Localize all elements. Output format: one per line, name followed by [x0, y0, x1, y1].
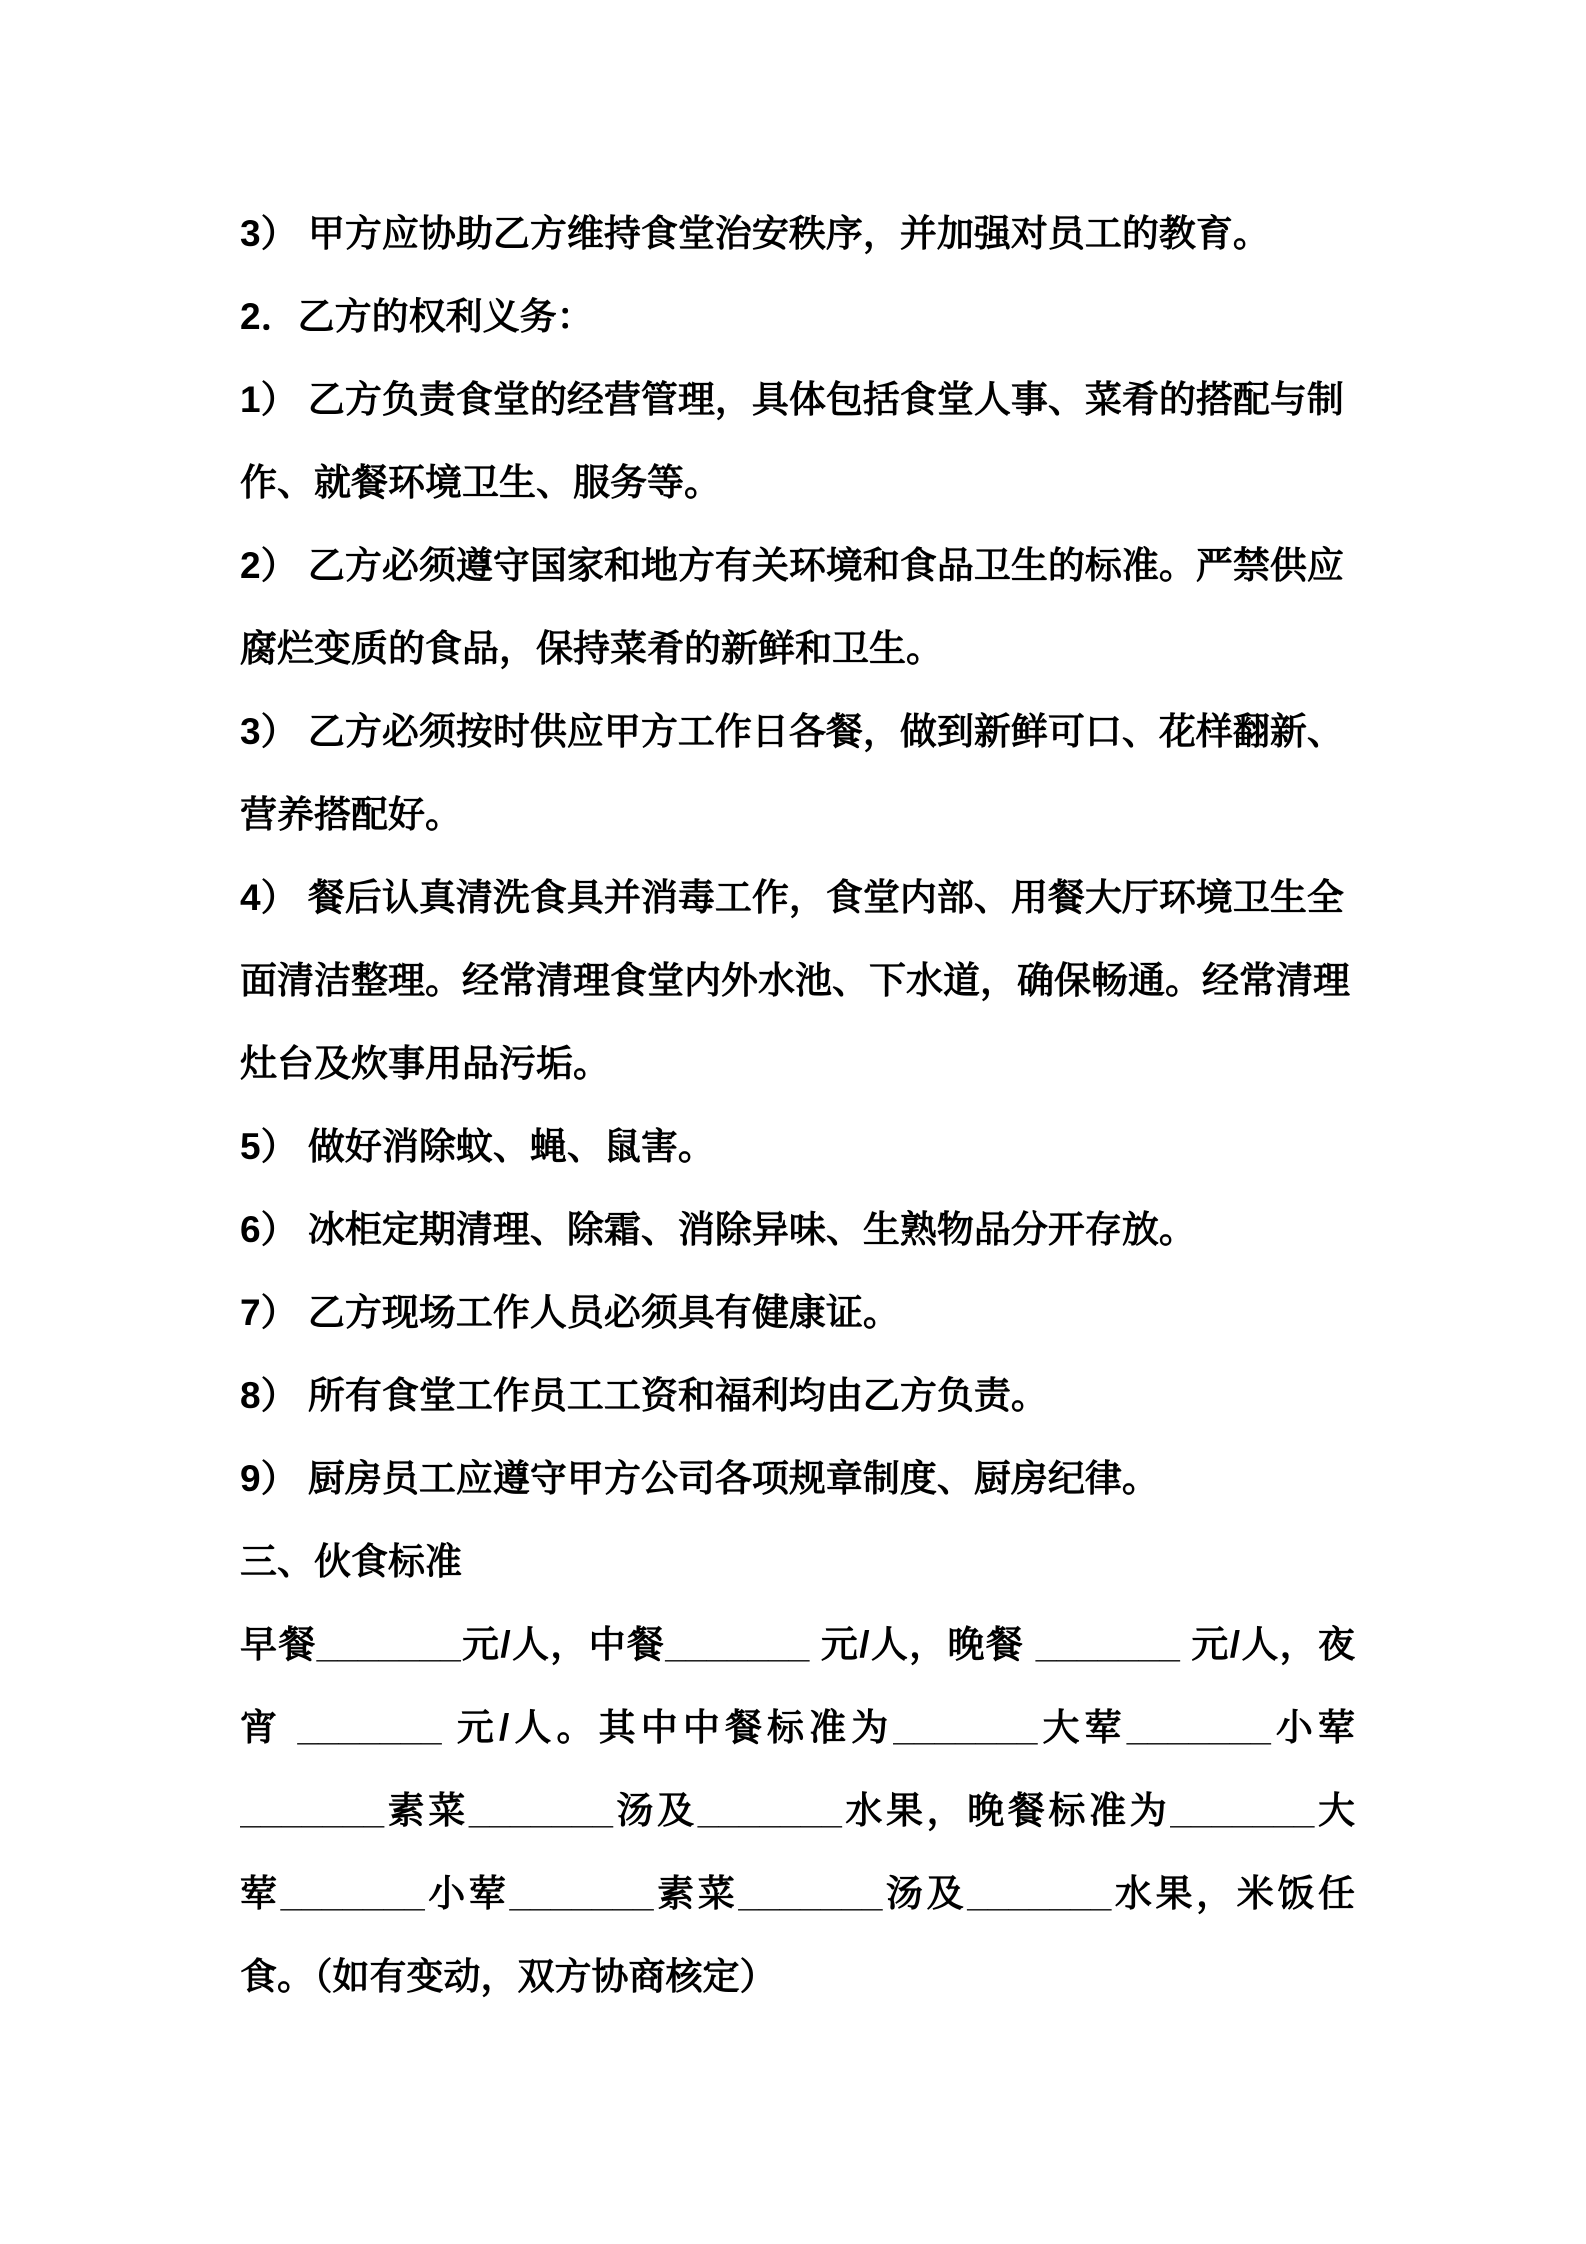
- document-line: 9） 厨房员工应遵守甲方公司各项规章制度、厨房纪律。: [240, 1458, 1159, 1499]
- document-line: 营养搭配好。: [240, 794, 462, 835]
- document-line: 7） 乙方现场工作人员必须具有健康证。: [240, 1292, 900, 1333]
- document-line: 早餐_______元/人，中餐_______ 元/人，晚餐 _______ 元/人，夜: [240, 1624, 1355, 1665]
- document-line: 作、就餐环境卫生、服务等。: [240, 462, 721, 503]
- section-heading: 三、伙食标准: [240, 1541, 462, 1582]
- document-line: 1） 乙方负责食堂的经营管理，具体包括食堂人事、菜肴的搭配与制: [240, 379, 1344, 420]
- document-line: 食。（如有变动，双方协商核定）: [240, 1956, 777, 1997]
- document-line: 荤_______小荤_______素菜_______汤及_______水果，米饭任: [240, 1873, 1355, 1914]
- document-line: 宵 _______ 元/人。其中中餐标准为_______大荤_______小荤: [240, 1707, 1355, 1748]
- document-line: 面清洁整理。经常清理食堂内外水池、下水道，确保畅通。经常清理: [240, 960, 1350, 1001]
- document-line: 5） 做好消除蚊、蝇、鼠害。: [240, 1126, 715, 1167]
- document-line: 腐烂变质的食品，保持菜肴的新鲜和卫生。: [240, 628, 943, 669]
- document-line: 3） 甲方应协助乙方维持食堂治安秩序，并加强对员工的教育。: [240, 213, 1270, 254]
- document-line: 4） 餐后认真清洗食具并消毒工作，食堂内部、用餐大厅环境卫生全: [240, 877, 1344, 918]
- document-line: 灶台及炊事用品污垢。: [240, 1043, 610, 1084]
- document-line: 2） 乙方必须遵守国家和地方有关环境和食品卫生的标准。严禁供应: [240, 545, 1344, 586]
- document-line: 6） 冰柜定期清理、除霜、消除异味、生熟物品分开存放。: [240, 1209, 1196, 1250]
- document-line: _______素菜_______汤及_______水果，晚餐标准为_______大: [240, 1790, 1355, 1831]
- document-line: 8） 所有食堂工作员工工资和福利均由乙方负责。: [240, 1375, 1048, 1416]
- document-body: [240, 192, 1355, 2018]
- document-line: 3） 乙方必须按时供应甲方工作日各餐，做到新鲜可口、花样翻新、: [240, 711, 1344, 752]
- document-line: 2．乙方的权利义务：: [240, 296, 594, 337]
